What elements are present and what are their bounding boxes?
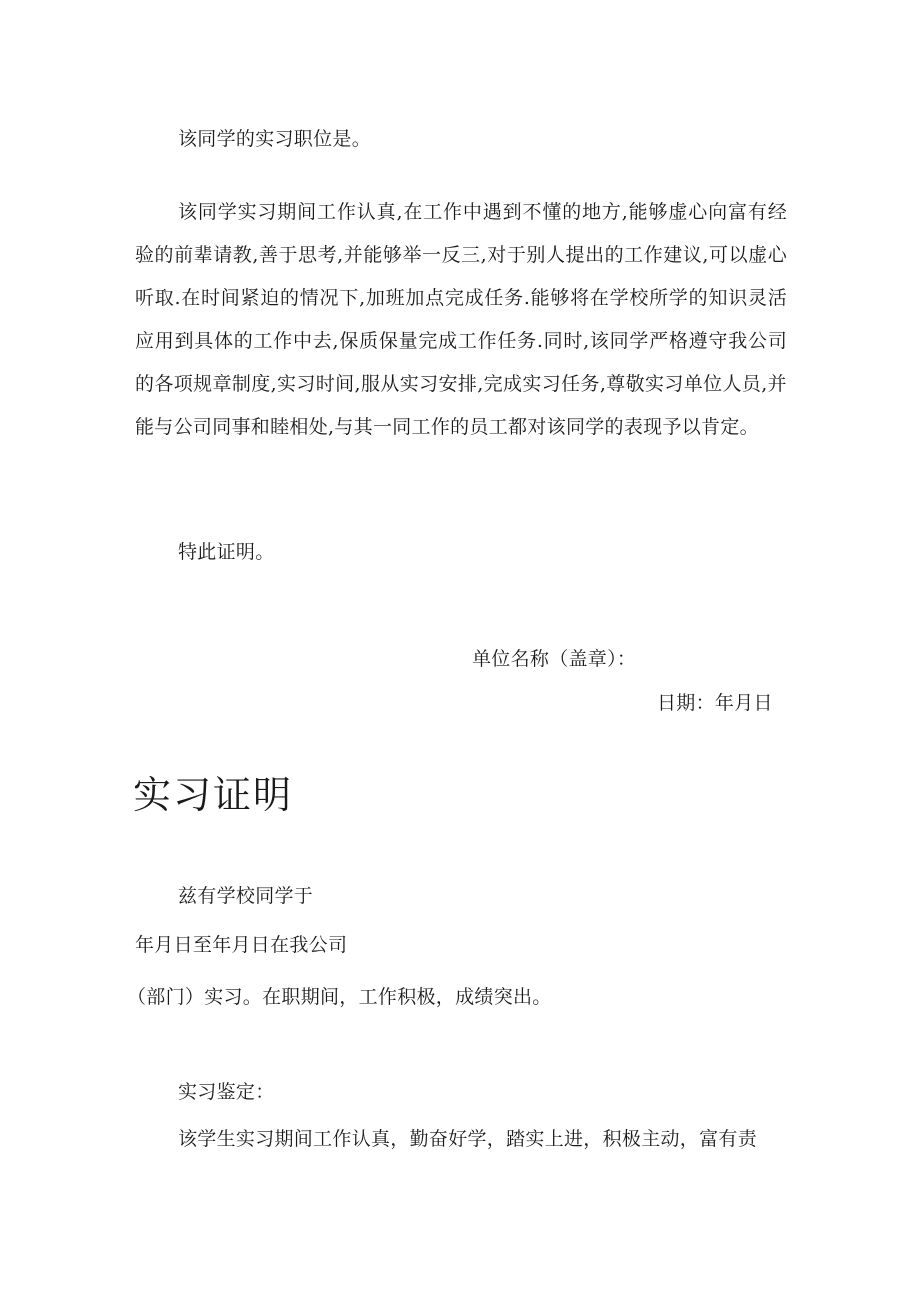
department-line: （部门）实习。在职期间，工作积极，成绩突出。 bbox=[127, 986, 552, 1008]
appraisal-label: 实习鉴定： bbox=[178, 1081, 275, 1103]
intro-line: 兹有学校同学于 bbox=[178, 885, 314, 907]
certify-line: 特此证明。 bbox=[178, 541, 275, 563]
internship-position-line: 该同学的实习职位是。 bbox=[178, 128, 372, 150]
certificate-title: 实习证明 bbox=[133, 773, 294, 817]
appraisal-text: 该学生实习期间工作认真，勤奋好学，踏实上进，积极主动，富有责 bbox=[178, 1128, 758, 1150]
evaluation-paragraph: 该同学实习期间工作认真,在工作中遇到不懂的地方,能够虚心向富有经验的前辈请教,善于思考,并能够举一反三,对于别人提出的工作建议,可以虚心听取.在时间紧迫的情况下,加班加点完成任务.能够将在学校所学的知识灵活应用到具体的工作中去,保质保量完成工作任务.同时,该同学严格遵守我公司的各项规章制度,实习时间,服从实习安排,完成实习任务,尊敬实习单位人员,并能与公司同事和睦相处,与其一同工作的员工都对该同学的表现予以肯定。 bbox=[135, 201, 787, 438]
unit-name-seal-line: 单位名称（盖章）： bbox=[472, 648, 637, 670]
date-line: 日期：年月日 bbox=[657, 692, 773, 714]
period-line: 年月日至年月日在我公司 bbox=[135, 934, 348, 956]
